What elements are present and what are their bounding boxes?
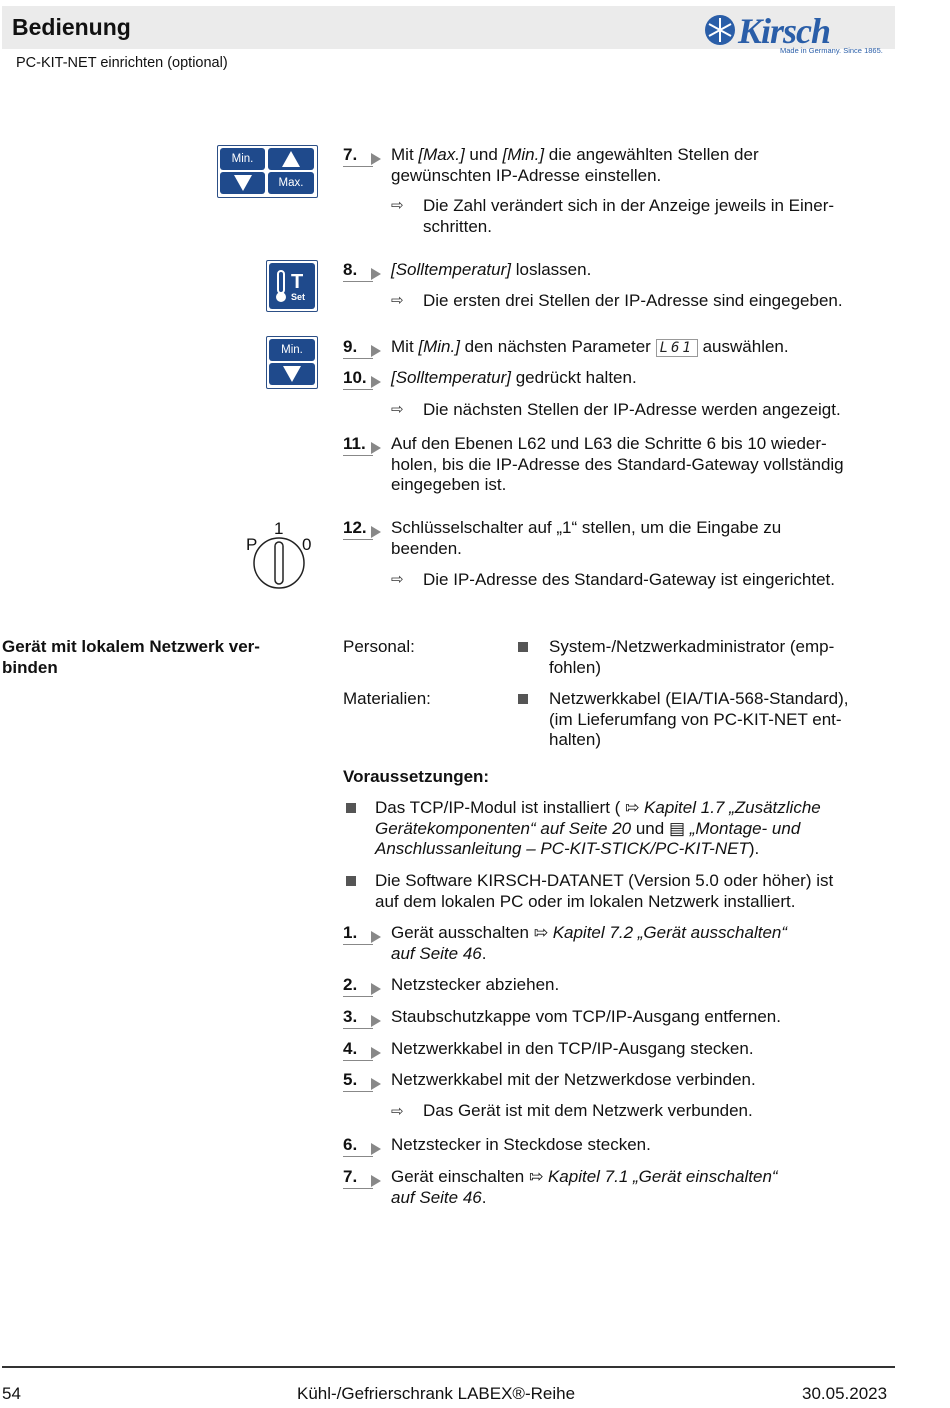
min-key: Min. [220, 148, 265, 170]
link-icon: ⇰ [528, 1167, 544, 1186]
footer-date: 30.05.2023 [802, 1384, 888, 1403]
step-arrow-icon [371, 1047, 381, 1059]
step-underline [343, 1188, 373, 1189]
step-number: 6. [343, 1135, 358, 1154]
result-arrow-icon: ⇨ [391, 571, 404, 588]
bullet-square-icon [518, 694, 528, 704]
step-underline [343, 389, 373, 390]
step-number: 10. [343, 368, 367, 387]
footer-title: Kühl-/Gefrierschrank LABEX®-Reihe [297, 1384, 576, 1403]
document-icon: ▤ [668, 818, 685, 838]
materials-label: Materialien: [343, 689, 431, 708]
min-key-image [266, 336, 318, 389]
result-arrow-icon: ⇨ [391, 401, 404, 418]
step-arrow-icon [371, 1015, 381, 1027]
bullet-square-icon [518, 642, 528, 652]
step-arrow-icon [371, 153, 381, 165]
bullet-square-icon [346, 876, 356, 886]
chapter-link[interactable]: Gerätekomponenten“ auf Seite 20 [375, 818, 632, 838]
bullet-square-icon [346, 803, 356, 813]
step-underline [343, 1156, 373, 1157]
page-number: 54 [2, 1384, 21, 1403]
arrow-up-icon [282, 151, 300, 167]
min-max-keys-image [217, 145, 318, 198]
step-underline [343, 358, 373, 359]
materials-value: Netzwerkkabel (EIA/TIA-568-Standard), (im Lieferumfang von PC-KIT-NET ent- halten) [549, 689, 849, 749]
step-number: 1. [343, 923, 358, 942]
section-heading: Gerät mit lokalem Netzwerk ver- binden [2, 637, 260, 677]
personnel-value: System-/Netzwerkadministrator (emp- fohlen) [549, 637, 835, 677]
step-underline [343, 1060, 373, 1061]
page-title: Bedienung [12, 14, 131, 40]
set-key-label: Set [291, 292, 306, 302]
step-arrow-icon [371, 345, 381, 357]
page-header [2, 6, 895, 55]
arrow-down-icon [234, 175, 252, 191]
step-arrow-icon [371, 1143, 381, 1155]
step-result: Das Gerät ist mit dem Netzwerk verbunden. [423, 1101, 753, 1120]
step-text: Staubschutzkappe vom TCP/IP-Ausgang entfernen. [391, 1007, 781, 1026]
logo-wordmark: Kirsch [738, 11, 831, 51]
arrow-up-key [268, 148, 314, 170]
footer-divider [2, 1366, 895, 1368]
chapter-link[interactable]: Kapitel 7.1 „Gerät einschalten“ [547, 1167, 778, 1186]
brand-logo [700, 12, 892, 54]
step-text: Netzstecker abziehen. [391, 975, 560, 994]
step-number: 5. [343, 1070, 358, 1089]
step-number: 2. [343, 975, 358, 994]
step-text: Auf den Ebenen L62 und L63 die Schritte 6 bis 10 wieder- holen, bis die IP-Adresse des Standard-Gateway vollständig eingegeben ist. [391, 434, 844, 494]
prerequisite-item: Die Software KIRSCH-DATANET (Version 5.0 oder höher) ist auf dem lokalen PC oder im lokalen Netzwerk installiert. [375, 871, 834, 911]
step-underline [343, 539, 373, 540]
logo-tagline: Made in Germany. Since 1865. [780, 46, 883, 55]
step-number: 9. [343, 337, 358, 356]
step-arrow-icon [371, 1175, 381, 1187]
step-number: 8. [343, 260, 358, 279]
thermometer-icon [269, 263, 315, 309]
prerequisite-item: Das TCP/IP-Modul ist installiert ( ⇰ Kapitel 1.7 „Zusätzliche Gerätekomponenten“ auf Seite 20 und ▤ „Montage- und Anschlussanleitung – PC-KIT-STICK/PC-KIT-NET). [375, 798, 821, 858]
step-result: Die IP-Adresse des Standard-Gateway ist eingerichtet. [423, 570, 835, 589]
lcd-parameter-display: L61 [656, 339, 698, 357]
step-underline [343, 1091, 373, 1092]
result-arrow-icon: ⇨ [391, 1103, 404, 1120]
prerequisites-label: Voraussetzungen: [343, 767, 490, 786]
step-underline [343, 281, 373, 282]
chapter-link[interactable]: Kapitel 7.2 „Gerät ausschalten“ [552, 923, 788, 942]
set-key [269, 263, 315, 309]
snowflake-icon [700, 12, 740, 52]
step-text: Netzwerkkabel in den TCP/IP-Ausgang stecken. [391, 1039, 754, 1058]
svg-text:T: T [291, 271, 304, 293]
chapter-link[interactable]: auf Seite 46 [391, 943, 482, 963]
step-text: [Solltemperatur] gedrückt halten. [391, 368, 637, 387]
switch-label-0: 0 [302, 535, 312, 554]
step-underline [343, 455, 373, 456]
step-underline [343, 1028, 373, 1029]
step-text: Gerät einschalten ⇰ Kapitel 7.1 „Gerät einschalten“ auf Seite 46. [391, 1167, 778, 1207]
step-underline [343, 944, 373, 945]
step-arrow-icon [371, 442, 381, 454]
chapter-link[interactable]: Kapitel 1.7 „Zusätzliche [644, 798, 821, 817]
arrow-down-icon [283, 366, 301, 382]
step-number: 12. [343, 518, 367, 537]
key-switch-image [240, 518, 320, 594]
link-icon: ⇰ [533, 923, 548, 942]
step-result: Die nächsten Stellen der IP-Adresse werden angezeigt. [423, 400, 841, 419]
switch-label-1: 1 [274, 519, 284, 538]
step-arrow-icon [371, 526, 381, 538]
arrow-down-key-2 [269, 363, 315, 385]
min-key-2: Min. [269, 339, 315, 361]
step-arrow-icon [371, 1078, 381, 1090]
step-arrow-icon [371, 983, 381, 995]
step-text: [Solltemperatur] loslassen. [391, 260, 592, 279]
step-number: 3. [343, 1007, 358, 1026]
link-icon: ⇰ [625, 798, 640, 817]
set-temperature-key-image [266, 260, 318, 312]
step-result: Die ersten drei Stellen der IP-Adresse sind eingegeben. [423, 291, 843, 310]
personnel-label: Personal: [343, 637, 415, 656]
max-key: Max. [268, 172, 314, 194]
step-text: Schlüsselschalter auf „1“ stellen, um die Eingabe zu beenden. [391, 518, 782, 558]
step-text: Gerät ausschalten ⇰ Kapitel 7.2 „Gerät ausschalten“ auf Seite 46. [391, 923, 788, 963]
result-arrow-icon: ⇨ [391, 197, 404, 214]
switch-label-p: P [246, 535, 258, 554]
step-arrow-icon [371, 268, 381, 280]
step-number: 7. [343, 1167, 358, 1186]
page-subtitle: PC-KIT-NET einrichten (optional) [16, 55, 228, 71]
step-arrow-icon [371, 376, 381, 388]
step-text: Netzstecker in Steckdose stecken. [391, 1135, 651, 1154]
step-number: 4. [343, 1039, 358, 1058]
step-underline [343, 996, 373, 997]
step-arrow-icon [371, 931, 381, 943]
step-text: Mit [Max.] und [Min.] die angewählten Stellen der gewünschten IP-Adresse einstellen. [391, 145, 759, 185]
chapter-link[interactable]: auf Seite 46 [391, 1187, 482, 1207]
step-text: Mit [Min.] den nächsten Parameter L61 auswählen. [391, 337, 789, 356]
step-text: Netzwerkkabel mit der Netzwerkdose verbinden. [391, 1070, 756, 1089]
arrow-down-key [220, 172, 265, 194]
result-arrow-icon: ⇨ [391, 292, 404, 309]
step-underline [343, 166, 373, 167]
step-result: Die Zahl verändert sich in der Anzeige jeweils in Einer- schritten. [423, 196, 835, 236]
step-number: 7. [343, 145, 358, 164]
step-number: 11. [343, 434, 366, 453]
